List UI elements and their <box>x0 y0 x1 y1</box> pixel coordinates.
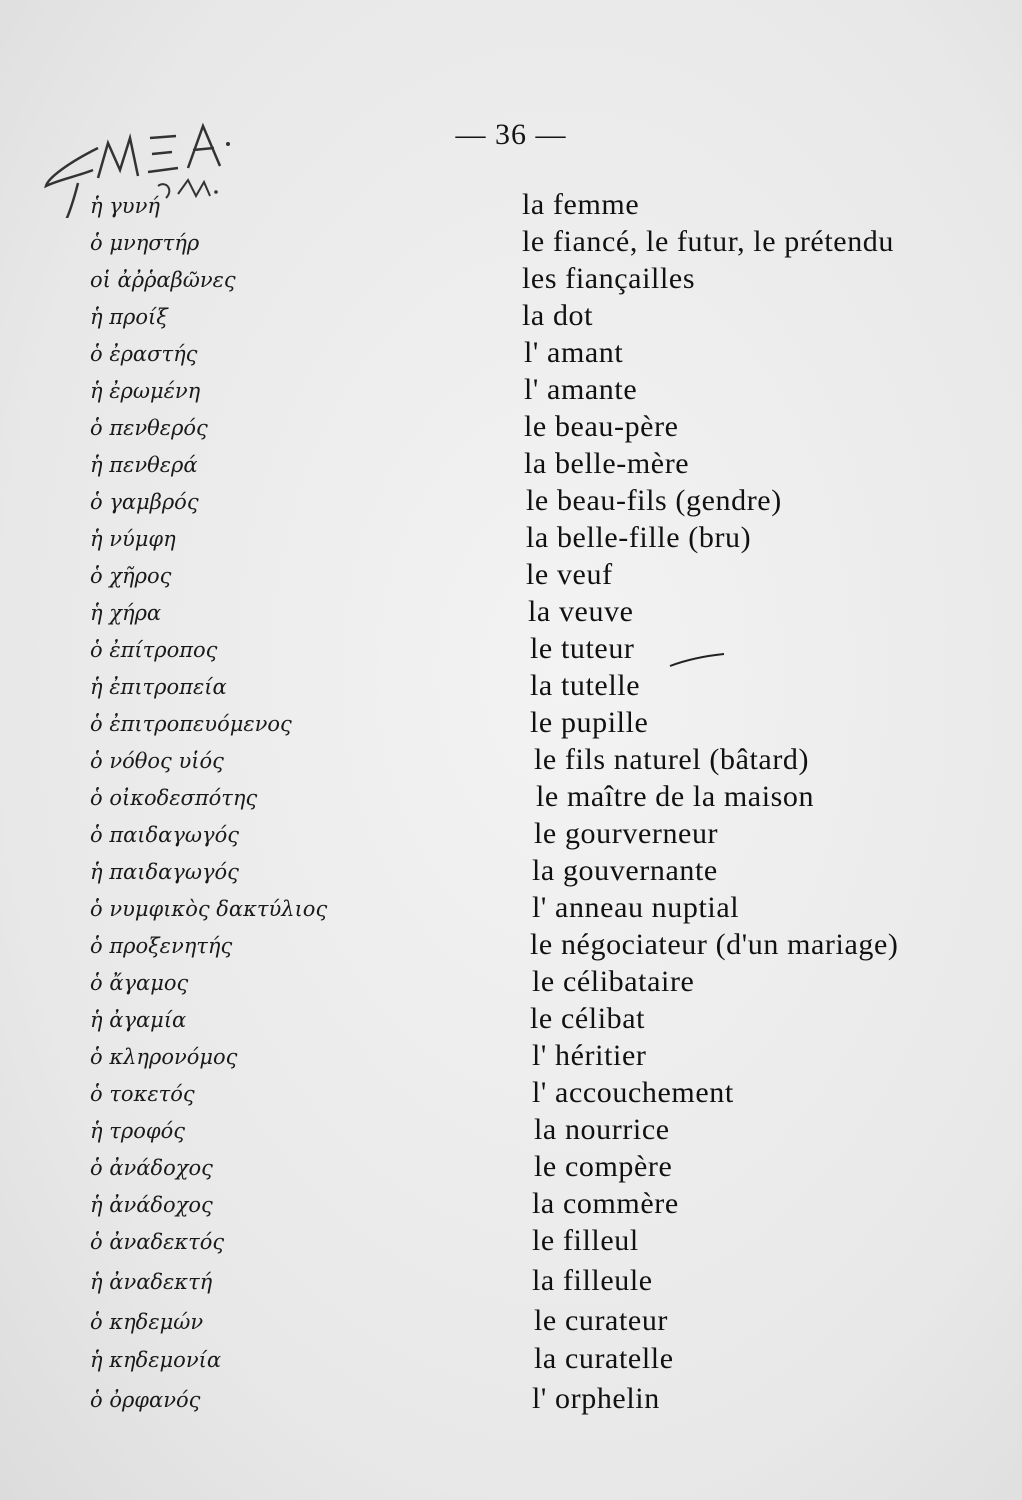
vocab-entry <box>0 188 1022 224</box>
french-term: les fiançailles <box>522 262 696 295</box>
vocab-entry <box>0 262 1022 298</box>
french-term: l' amant <box>524 336 624 369</box>
french-term: l' amante <box>524 373 638 406</box>
french-term: le maître de la maison <box>536 780 815 813</box>
french-term: la belle-mère <box>524 447 690 480</box>
french-term: la femme <box>522 188 640 221</box>
greek-term: ὁ κηδεμών <box>90 1310 204 1334</box>
vocab-entry <box>0 373 1022 409</box>
greek-term: ὁ παιδαγωγός <box>90 823 239 847</box>
vocab-entry <box>0 817 1022 853</box>
greek-term: ὁ νόθος υἱός <box>90 749 224 773</box>
greek-term: ὁ προξενητής <box>90 934 233 958</box>
french-term: le pupille <box>530 706 649 739</box>
french-term: le beau-fils (gendre) <box>526 484 782 517</box>
greek-term: ἡ κηδεμονία <box>90 1348 221 1372</box>
greek-term: ὁ οἰκοδεσπότης <box>90 786 258 810</box>
greek-term: ὁ χῆρος <box>90 564 172 588</box>
vocab-entry <box>0 1382 1022 1418</box>
vocab-entry <box>0 484 1022 520</box>
vocab-entry <box>0 1264 1022 1300</box>
french-term: le tuteur <box>530 632 635 665</box>
greek-term: ὁ νυμφικὸς δακτύλιος <box>90 897 328 921</box>
french-term: le beau-père <box>524 410 679 443</box>
vocab-entry <box>0 854 1022 890</box>
greek-term: ἡ τροφός <box>90 1119 185 1143</box>
vocab-entry <box>0 1304 1022 1340</box>
french-term: la nourrice <box>534 1113 670 1146</box>
vocab-entry <box>0 1187 1022 1223</box>
greek-term: ἡ γυνή <box>90 194 160 218</box>
greek-term: ἡ προίξ <box>90 305 168 329</box>
greek-term: ὁ ὀρφανός <box>90 1388 201 1412</box>
french-term: le curateur <box>534 1304 669 1337</box>
greek-term: ἡ ἀνάδοχος <box>90 1193 213 1217</box>
french-term: l' accouchement <box>532 1076 734 1109</box>
pen-mark <box>668 650 728 670</box>
french-term: le gourverneur <box>534 817 719 850</box>
vocab-entry <box>0 299 1022 335</box>
vocab-entry <box>0 558 1022 594</box>
page-number: — 36 — <box>455 118 567 151</box>
vocab-entry <box>0 1150 1022 1186</box>
greek-term: ὁ ἐραστής <box>90 342 198 366</box>
greek-term: ὁ πενθερός <box>90 416 208 440</box>
vocab-entry <box>0 410 1022 446</box>
vocab-entry <box>0 521 1022 557</box>
greek-term: ἡ ἀγαμία <box>90 1008 187 1032</box>
greek-term: ἡ νύμφη <box>90 527 176 551</box>
french-term: la commère <box>532 1187 679 1220</box>
greek-term: ὁ ἄγαμος <box>90 971 189 995</box>
vocab-entry <box>0 1342 1022 1378</box>
french-term: le fiancé, le futur, le prétendu <box>522 225 894 258</box>
french-term: la curatelle <box>534 1342 674 1375</box>
greek-term: οἱ ἀῤῥαβῶνες <box>90 268 236 292</box>
greek-term: ὁ κληρονόμος <box>90 1045 238 1069</box>
greek-term: ἡ ἐρωμένη <box>90 379 201 403</box>
vocab-entry <box>0 225 1022 261</box>
greek-term: ἡ ἐπιτροπεία <box>90 675 227 699</box>
vocab-entry <box>0 1076 1022 1112</box>
greek-term: ὁ γαμβρός <box>90 490 199 514</box>
vocab-entry <box>0 1113 1022 1149</box>
french-term: la belle-fille (bru) <box>526 521 752 554</box>
greek-term: ὁ ἐπιτροπευόμενος <box>90 712 292 736</box>
french-term: la tutelle <box>530 669 641 702</box>
vocab-entry <box>0 1039 1022 1075</box>
vocab-entry <box>0 965 1022 1001</box>
french-term: la gouvernante <box>532 854 718 887</box>
french-term: le négociateur (d'un mariage) <box>530 928 899 961</box>
greek-term: ὁ ἀναδεκτός <box>90 1230 225 1254</box>
french-term: le célibat <box>530 1002 646 1035</box>
french-term: la dot <box>522 299 594 332</box>
vocab-entry <box>0 743 1022 779</box>
french-term: le célibataire <box>532 965 695 998</box>
greek-term: ὁ τοκετός <box>90 1082 195 1106</box>
greek-term: ὁ ἐπίτροπος <box>90 638 218 662</box>
french-term: l' anneau nuptial <box>532 891 740 924</box>
vocab-entry <box>0 447 1022 483</box>
vocab-entry <box>0 780 1022 816</box>
greek-term: ὁ ἀνάδοχος <box>90 1156 213 1180</box>
greek-term: ὁ μνηστήρ <box>90 231 200 255</box>
greek-term: ἡ χήρα <box>90 601 162 625</box>
vocab-entry <box>0 706 1022 742</box>
greek-term: ἡ πενθερά <box>90 453 198 477</box>
french-term: l' héritier <box>532 1039 647 1072</box>
vocab-entry <box>0 669 1022 705</box>
vocab-entry <box>0 1002 1022 1038</box>
vocab-entry <box>0 928 1022 964</box>
vocab-entry <box>0 1224 1022 1260</box>
french-term: le fils naturel (bâtard) <box>534 743 810 776</box>
french-term: le filleul <box>532 1224 639 1257</box>
vocab-entry <box>0 595 1022 631</box>
french-term: l' orphelin <box>532 1382 660 1415</box>
greek-term: ἡ παιδαγωγός <box>90 860 239 884</box>
vocab-entry <box>0 632 1022 668</box>
greek-term: ἡ ἀναδεκτή <box>90 1270 213 1294</box>
french-term: le compère <box>534 1150 673 1183</box>
vocab-entry <box>0 891 1022 927</box>
french-term: la filleule <box>532 1264 653 1297</box>
french-term: la veuve <box>528 595 634 628</box>
french-term: le veuf <box>526 558 613 591</box>
vocab-entry <box>0 336 1022 372</box>
